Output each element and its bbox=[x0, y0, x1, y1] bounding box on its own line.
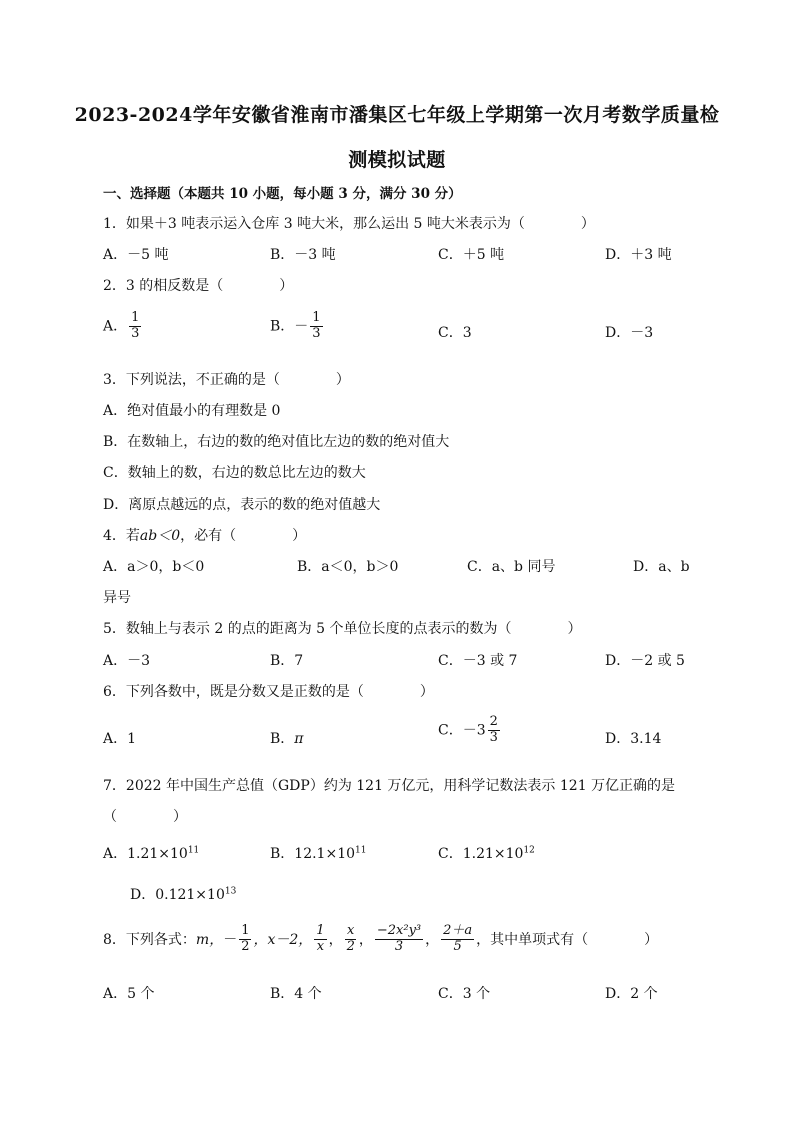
fraction-denominator: 3 bbox=[394, 938, 404, 954]
q4-option-b: B．a＜0，b＞0 bbox=[297, 559, 399, 575]
q4-stem-math: ab＜0 bbox=[139, 528, 181, 544]
question-5-stem: 5．数轴上与表示 2 的点的距离为 5 个单位长度的点表示的数为（ ） bbox=[103, 621, 582, 637]
q8-option-c: C．3 个 bbox=[438, 986, 491, 1002]
q1-option-c: C．＋5 吨 bbox=[438, 247, 505, 263]
q2-option-b bbox=[270, 311, 325, 342]
q6-option-a: A．1 bbox=[103, 731, 137, 747]
q6-option-b-label: B． bbox=[270, 731, 295, 747]
q1-option-d: D．＋3 吨 bbox=[605, 247, 672, 263]
q8-option-a: A．5 个 bbox=[103, 986, 155, 1002]
q8-option-d: D．2 个 bbox=[605, 986, 658, 1002]
q4-stem-suffix: ，必有（ ） bbox=[180, 528, 307, 544]
question-1-stem: 1．如果＋3 吨表示运入仓库 3 吨大米，那么运出 5 吨大米表示为（ ） bbox=[103, 216, 595, 232]
q1-option-b: B．－3 吨 bbox=[270, 247, 336, 263]
q6-option-c bbox=[438, 715, 502, 746]
exam-title-line2: 测模拟试题 bbox=[348, 149, 446, 171]
fraction-numerator: 2＋a bbox=[443, 923, 473, 938]
q8-term-x-minus-2: ，x－2， bbox=[253, 932, 313, 949]
q3-option-c: C．数轴上的数，右边的数总比左边的数大 bbox=[103, 465, 366, 481]
q3-option-a: A．绝对值最小的有理数是 0 bbox=[103, 403, 281, 419]
q5-option-b: B．7 bbox=[270, 653, 304, 669]
q8-fraction-half bbox=[239, 924, 251, 955]
fraction-denominator: 3 bbox=[312, 325, 321, 341]
question-7-stem-wrap: （ ） bbox=[103, 809, 187, 825]
pi-symbol: π bbox=[294, 731, 304, 747]
q1-option-a: A．－5 吨 bbox=[103, 247, 169, 263]
fraction-denominator: 3 bbox=[131, 325, 140, 341]
q4-option-d: D．a、b bbox=[633, 559, 690, 575]
q8-fraction-one-over-x bbox=[314, 924, 326, 955]
fraction-numerator: 2 bbox=[489, 714, 498, 729]
exam-title-line1: 2023-2024学年安徽省淮南市潘集区七年级上学期第一次月考数学质量检 bbox=[74, 104, 720, 126]
q2-option-b-fraction bbox=[310, 311, 322, 342]
q6-option-c-label: C．－3 bbox=[438, 722, 486, 739]
q8-term-neg: － bbox=[223, 932, 238, 949]
comma: ， bbox=[328, 932, 343, 949]
q8-fraction-2-plus-a bbox=[441, 924, 474, 955]
q7-option-b-label: B．12.1×10 bbox=[270, 846, 356, 862]
question-6-stem: 6．下列各数中，既是分数又是正数的是（ ） bbox=[103, 684, 434, 700]
comma: ， bbox=[358, 932, 373, 949]
q3-option-d: D．离原点越远的点，表示的数的绝对值越大 bbox=[103, 497, 381, 513]
q7-option-a-exponent: 11 bbox=[187, 845, 200, 856]
q8-option-b: B．4 个 bbox=[270, 986, 322, 1002]
question-8-stem bbox=[103, 924, 658, 955]
q7-option-d-exponent: 13 bbox=[224, 886, 237, 897]
q7-option-c-label: C．1.21×10 bbox=[438, 846, 524, 862]
q4-option-d-wrap: 异号 bbox=[103, 590, 131, 606]
fraction-numerator: 1 bbox=[312, 310, 321, 325]
q7-option-d-label: D．0.121×10 bbox=[130, 887, 225, 903]
comma: ， bbox=[425, 932, 440, 949]
q5-option-c: C．－3 或 7 bbox=[438, 653, 518, 669]
fraction-numerator: 1 bbox=[241, 923, 250, 938]
fraction-denominator: 3 bbox=[489, 729, 498, 745]
q2-option-a bbox=[103, 311, 143, 342]
q4-stem-prefix: 4．若 bbox=[103, 528, 140, 544]
q2-option-a-fraction bbox=[129, 311, 141, 342]
q8-stem-prefix: 8．下列各式： bbox=[103, 932, 196, 949]
q6-option-d: D．3.14 bbox=[605, 731, 662, 747]
q7-option-a-label: A．1.21×10 bbox=[103, 846, 188, 862]
q8-term-m: m， bbox=[195, 932, 224, 949]
q8-fraction-x-over-2 bbox=[345, 924, 357, 955]
q7-option-d bbox=[130, 884, 236, 904]
fraction-numerator: x bbox=[347, 923, 355, 938]
fraction-denominator: 2 bbox=[241, 938, 250, 954]
fraction-numerator: 1 bbox=[131, 310, 140, 325]
question-2-stem: 2．3 的相反数是（ ） bbox=[103, 278, 294, 294]
fraction-denominator: 2 bbox=[346, 938, 355, 954]
q6-option-b bbox=[270, 728, 304, 748]
q7-option-a bbox=[103, 843, 199, 863]
q2-option-a-label: A． bbox=[103, 318, 128, 335]
fraction-denominator: x bbox=[316, 938, 325, 954]
q8-fraction-monomial bbox=[375, 924, 423, 955]
q7-option-b-exponent: 11 bbox=[355, 845, 367, 856]
q2-option-b-label: B．－ bbox=[270, 318, 309, 335]
fraction-numerator: −2x²y³ bbox=[376, 923, 422, 938]
fraction-denominator: 5 bbox=[453, 938, 462, 954]
question-4-stem bbox=[103, 525, 306, 545]
q4-option-a: A．a＞0，b＜0 bbox=[103, 559, 205, 575]
q5-option-d: D．－2 或 5 bbox=[605, 653, 685, 669]
question-7-stem: 7．2022 年中国生产总值（GDP）约为 121 万亿元，用科学记数法表示 121 万亿正确的是 bbox=[103, 778, 676, 794]
q2-option-c: C．3 bbox=[438, 325, 472, 341]
question-3-stem: 3．下列说法，不正确的是（ ） bbox=[103, 372, 350, 388]
q2-option-d: D．－3 bbox=[605, 325, 654, 341]
q7-option-c bbox=[438, 843, 535, 863]
q6-mixed-fraction bbox=[488, 715, 500, 746]
q7-option-b bbox=[270, 843, 366, 863]
q3-option-b: B．在数轴上，右边的数的绝对值比左边的数的绝对值大 bbox=[103, 434, 450, 450]
q7-option-c-exponent: 12 bbox=[523, 845, 535, 856]
q5-option-a: A．－3 bbox=[103, 653, 151, 669]
q8-stem-suffix: ，其中单项式有（ ） bbox=[476, 932, 659, 949]
q4-option-c: C．a、b 同号 bbox=[467, 559, 556, 575]
fraction-numerator: 1 bbox=[316, 923, 325, 938]
section-heading: 一、选择题（本题共 10 小题，每小题 3 分，满分 30 分） bbox=[103, 186, 462, 202]
